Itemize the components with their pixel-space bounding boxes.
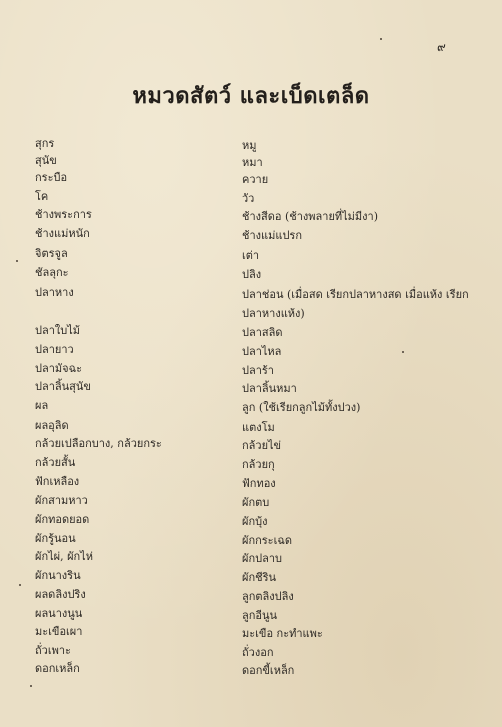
formal-term: ผลอุลิด: [35, 419, 69, 432]
formal-term: กระบือ: [35, 171, 68, 184]
common-term: ผักชีริน: [242, 571, 276, 584]
formal-term: ช้างพระการ: [35, 208, 92, 221]
list-item: [0, 226, 502, 248]
common-term: เต่า: [242, 249, 260, 262]
common-term: หมา: [242, 156, 263, 169]
formal-term: ถั่วเพาะ: [35, 644, 71, 657]
formal-term: ดอกเหล็ก: [35, 662, 80, 675]
formal-term: มะเขือเผา: [35, 625, 83, 638]
formal-term: ผักทอดยอด: [35, 513, 90, 526]
formal-term: สุกร: [35, 137, 55, 150]
common-term: ปลาลิ้นหมา: [242, 382, 297, 395]
ink-speck: [16, 260, 18, 262]
common-term: กล้วยกุ: [242, 458, 275, 471]
common-term: ถั่วงอก: [242, 646, 274, 659]
common-term: ปลาไหล: [242, 345, 282, 358]
page-title: หมวดสัตว์ และเบ็ดเตล็ด: [132, 83, 370, 109]
common-term: ผักปลาบ: [242, 552, 282, 565]
formal-term: ปลาลิ้นสุนัข: [35, 380, 91, 393]
formal-term: ปลายาว: [35, 343, 74, 356]
formal-term: กล้วยสั้น: [35, 456, 76, 469]
common-term: แตงโม: [242, 421, 275, 434]
common-term: ควาย: [242, 173, 269, 186]
common-term: ช้างแม่แปรก: [242, 229, 302, 242]
common-term: ลูกอีนูน: [242, 609, 278, 622]
formal-term: ผักไผ่, ผักไห่: [35, 550, 93, 563]
formal-term: ปลามัจฉะ: [35, 362, 82, 375]
common-term: หมู: [242, 139, 257, 152]
formal-term: ผล: [35, 399, 49, 412]
formal-term: กล้วยเปลือกบาง, กล้วยกระ: [35, 437, 162, 450]
common-term: ผักบุ้ง: [242, 515, 268, 528]
formal-term: ผักรู้นอน: [35, 532, 76, 545]
formal-term: ผักนางริน: [35, 569, 81, 582]
ink-speck: [402, 351, 404, 353]
list-item: [0, 398, 502, 420]
ink-speck: [30, 685, 32, 687]
common-term: ปลาสลิด: [242, 326, 283, 339]
common-term: ปลาช่อน (เมื่อสด เรียกปลาหางสด เมื่อแห้ง เรียกปลาหางแห้ง): [242, 288, 469, 320]
list-item: [0, 661, 502, 683]
common-term: กล้วยไข่: [242, 439, 282, 452]
ink-speck: [380, 38, 382, 40]
list-item: [0, 285, 502, 320]
common-term: ลูก (ใช้เรียกลูกไม้ทั้งปวง): [242, 401, 361, 414]
formal-term: ผลดลิงปริง: [35, 588, 86, 601]
formal-term: ปลาหาง: [35, 286, 74, 299]
common-term: ช้างสีดอ (ช้างพลายที่ไม่มีงา): [242, 210, 379, 223]
formal-term: ฟักเหลือง: [35, 475, 80, 488]
formal-term: ผักสามหาว: [35, 494, 88, 507]
common-term: ลูกตลิงปลิง: [242, 590, 294, 603]
common-term: ผักตบ: [242, 496, 270, 509]
formal-term: ผลนางนูน: [35, 607, 83, 620]
formal-term: ชัลลุกะ: [35, 266, 69, 279]
common-term: ปลิง: [242, 268, 262, 281]
common-term: ปลาร้า: [242, 364, 274, 377]
page-number: ๙: [437, 40, 446, 54]
formal-term: จิตรจูล: [35, 247, 68, 260]
common-term: มะเขือ กะทำแพะ: [242, 627, 323, 640]
ink-speck: [19, 584, 21, 586]
list-item: [0, 265, 502, 287]
common-term: ผักกระเฉด: [242, 534, 292, 547]
formal-term: ปลาใบไม้: [35, 324, 81, 337]
formal-term: โค: [35, 190, 49, 203]
formal-term: สุนัข: [35, 154, 57, 167]
common-term: ดอกขี้เหล็ก: [242, 664, 295, 677]
formal-term: ช้างแม่หนัก: [35, 227, 90, 240]
common-term: ฟักทอง: [242, 477, 276, 490]
common-term: วัว: [242, 192, 255, 205]
